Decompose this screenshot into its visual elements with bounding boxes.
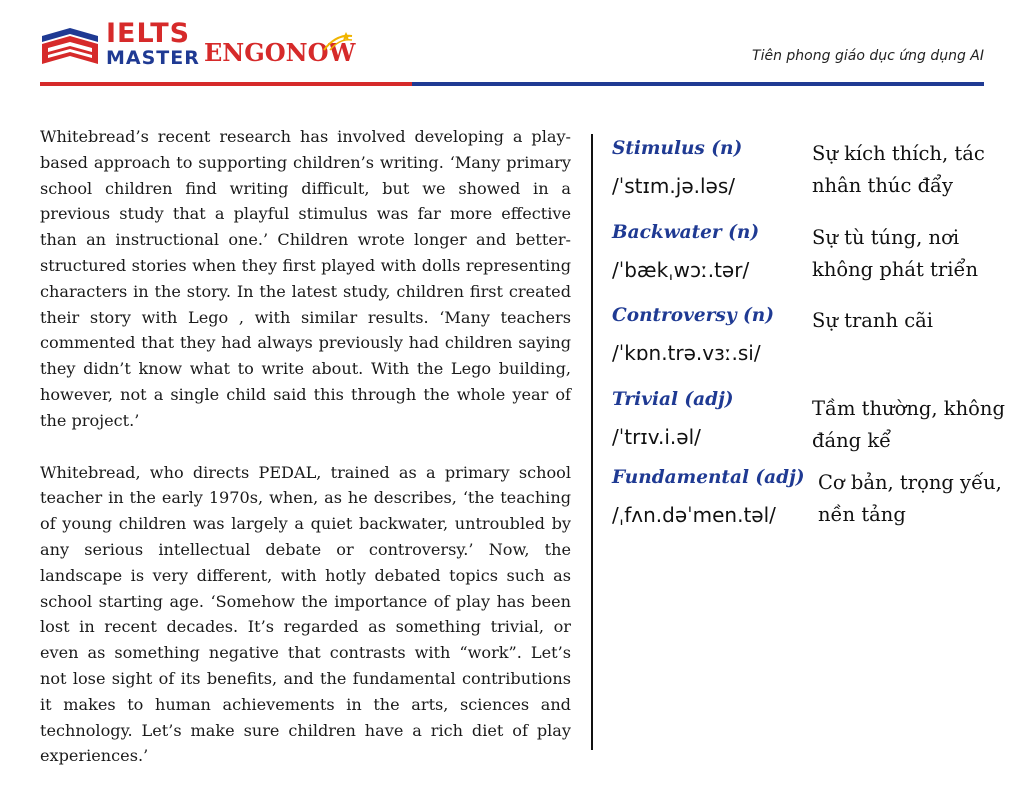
vocab-ipa: /ˈtrɪv.i.əl/ xyxy=(612,425,701,449)
reading-passage xyxy=(40,124,571,769)
column-divider xyxy=(591,134,593,750)
brand-primary: IELTS xyxy=(106,18,191,49)
partner-logo-part1: ENGO xyxy=(204,38,286,67)
vocab-ipa: /ˌfʌn.dəˈmen.təl/ xyxy=(612,503,776,527)
book-logo-icon xyxy=(38,22,102,70)
vocab-meaning: Sự tù túng, nơi không phát triển xyxy=(812,226,979,281)
tagline: Tiên phong giáo dục ứng dụng AI xyxy=(752,48,984,64)
vocab-meaning: Cơ bản, trọng yếu, nền tảng xyxy=(818,471,1002,526)
vocab-word: Stimulus (n) xyxy=(612,138,743,159)
vocab-word: Backwater (n) xyxy=(612,222,760,243)
vocab-word: Fundamental (adj) xyxy=(612,467,805,488)
vocab-meaning: Sự tranh cãi xyxy=(812,309,933,332)
vocab-ipa: /ˈbækˌwɔː.tər/ xyxy=(612,258,750,282)
vocab-word: Trivial (adj) xyxy=(612,389,734,410)
passage-paragraph-1: Whitebread’s recent research has involved developing a play-based approach to supporting children’s writing. ‘Many primary school children find writing difficult, but we showed in a previous study that a playful stimulus was far more effective than an instructional one.’ Children wrote longer and better-structured stories when they first played with dolls representing characters in the story. In the latest study, children first created their story with Lego , with similar results. ‘Many teachers commented that they had always previously had children saying they didn’t know what to write about. With the Lego building, however, not a single child said this through the whole year of the project.’ xyxy=(40,127,571,430)
vocab-meaning: Tầm thường, không đáng kể xyxy=(812,397,1005,452)
partner-logo-part2: NOW xyxy=(285,38,356,67)
vocab-ipa: /ˈstɪm.jə.ləs/ xyxy=(612,174,736,198)
header-rule-blue xyxy=(412,82,984,86)
vocab-meaning: Sự kích thích, tác nhân thúc đẩy xyxy=(812,142,985,197)
sparkle-icon xyxy=(322,30,354,52)
passage-paragraph-2: Whitebread, who directs PEDAL, trained as a primary school teacher in the early 1970s, when, as he describes, ‘the teaching of young children was largely a quiet backwater, untroubled by any serious intellectual debate or controversy.’ Now, the landscape is very different, with hotly debated topics such as school starting age. ‘Somehow the importance of play has been lost in recent decades. It’s regarded as something trivial, or even as something negative that contrasts with “work”. Let’s not lose sight of its benefits, and the fundamental contributions it makes to human achievements in the arts, sciences and technology. Let’s make sure children have a rich diet of play experiences.’ xyxy=(40,462,571,766)
brand-secondary: MASTER xyxy=(106,47,200,69)
vocab-ipa: /ˈkɒn.trə.vɜː.si/ xyxy=(612,341,761,365)
page-header xyxy=(0,0,1024,90)
header-rule-red xyxy=(40,82,412,86)
vocab-word: Controversy (n) xyxy=(612,305,774,326)
